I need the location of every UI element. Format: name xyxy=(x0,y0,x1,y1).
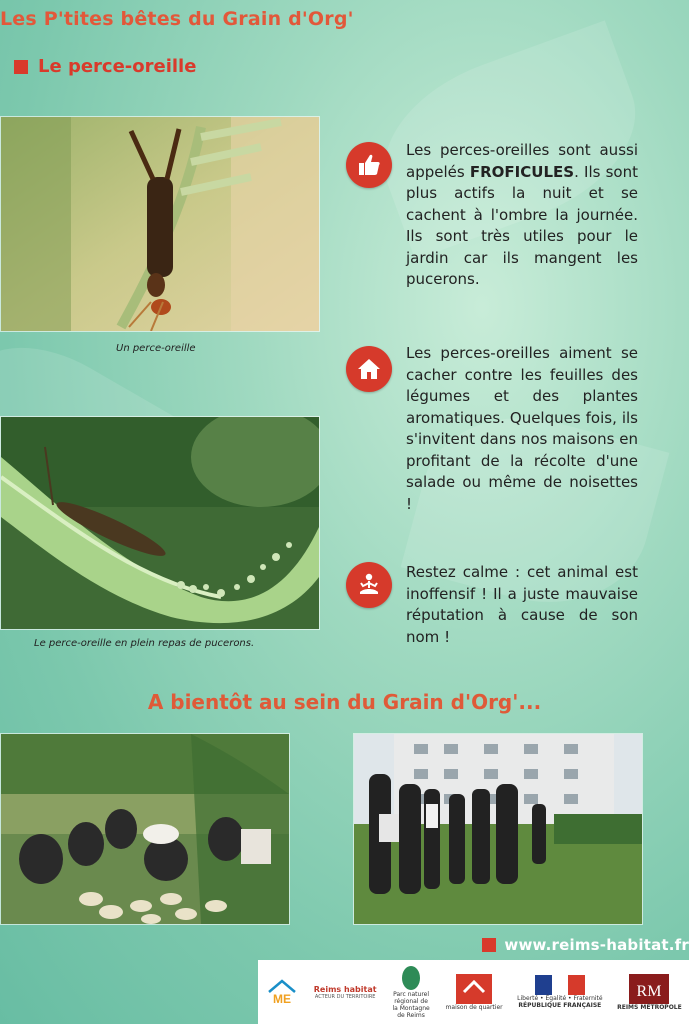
section-label: Le perce-oreille xyxy=(38,56,197,77)
logo-text: maison de quartier xyxy=(445,1003,503,1011)
logo-text: Reims habitat xyxy=(313,984,377,994)
website-link[interactable] xyxy=(482,936,689,954)
website-bullet xyxy=(482,938,496,952)
house-icon xyxy=(346,346,392,392)
fact-text: . Ils sont plus actifs la nuit et se cachent à l'ombre la journée. Ils sont très utiles pour le jardin car ils mangent les pucerons. xyxy=(406,162,638,288)
fact-thumbs-up xyxy=(406,140,638,291)
photo-caption: Un perce-oreille xyxy=(116,343,196,354)
fact-meditation: Restez calme : cet animal est inoffensif ! Il a juste mauvaise réputation à cause de son nom ! xyxy=(406,563,638,646)
maison-enfance-logo xyxy=(265,978,299,1006)
thumbs-up-icon xyxy=(346,142,392,188)
banner-heading: A bientôt au sein du Grain d'Org'... xyxy=(147,690,542,714)
parc-regional-logo xyxy=(391,965,431,1019)
logo-text: REIMS MÉTROPOLE xyxy=(617,1003,682,1011)
partner-logos xyxy=(258,960,689,1024)
fact-highlight: FROFICULES xyxy=(469,162,575,181)
section-bullet xyxy=(14,60,28,74)
reims-metropole-logo xyxy=(617,974,682,1011)
children-garden-photo xyxy=(0,733,290,925)
group-building-photo xyxy=(353,733,643,925)
logo-text: RÉPUBLIQUE FRANÇAISE xyxy=(518,1002,602,1009)
fact-house: Les perces-oreilles aiment se cacher contre les feuilles des légumes et des plantes aromatiques. Quelques fois, ils s'invitent dans nos maisons en profitant de la récolte d'une salade ou même de noisettes ! xyxy=(406,344,638,513)
website-url[interactable]: www.reims-habitat.fr xyxy=(504,936,689,954)
republique-francaise-logo xyxy=(517,975,602,1009)
page-title: Les P'tites bêtes du Grain d'Org' xyxy=(0,8,354,30)
meditation-icon xyxy=(346,562,392,608)
earwig-aphids-photo xyxy=(0,416,320,630)
logo-text: ACTEUR DU TERRITOIRE xyxy=(314,993,376,1000)
earwig-photo xyxy=(0,116,320,332)
maison-quartier-logo xyxy=(446,974,503,1011)
logo-text: RM xyxy=(636,982,662,1000)
logo-text: Liberté • Égalité • Fraternité xyxy=(517,995,603,1002)
reims-habitat-logo xyxy=(314,985,377,1000)
logo-text: ME xyxy=(273,992,292,1006)
logo-text: Parc naturel régional de la Montagne de Reims xyxy=(392,991,430,1019)
fact-text: Les perces-oreilles sont aussi appelés xyxy=(406,141,638,181)
section-heading xyxy=(14,56,196,77)
photo-caption: Le perce-oreille en plein repas de pucerons. xyxy=(34,638,255,649)
